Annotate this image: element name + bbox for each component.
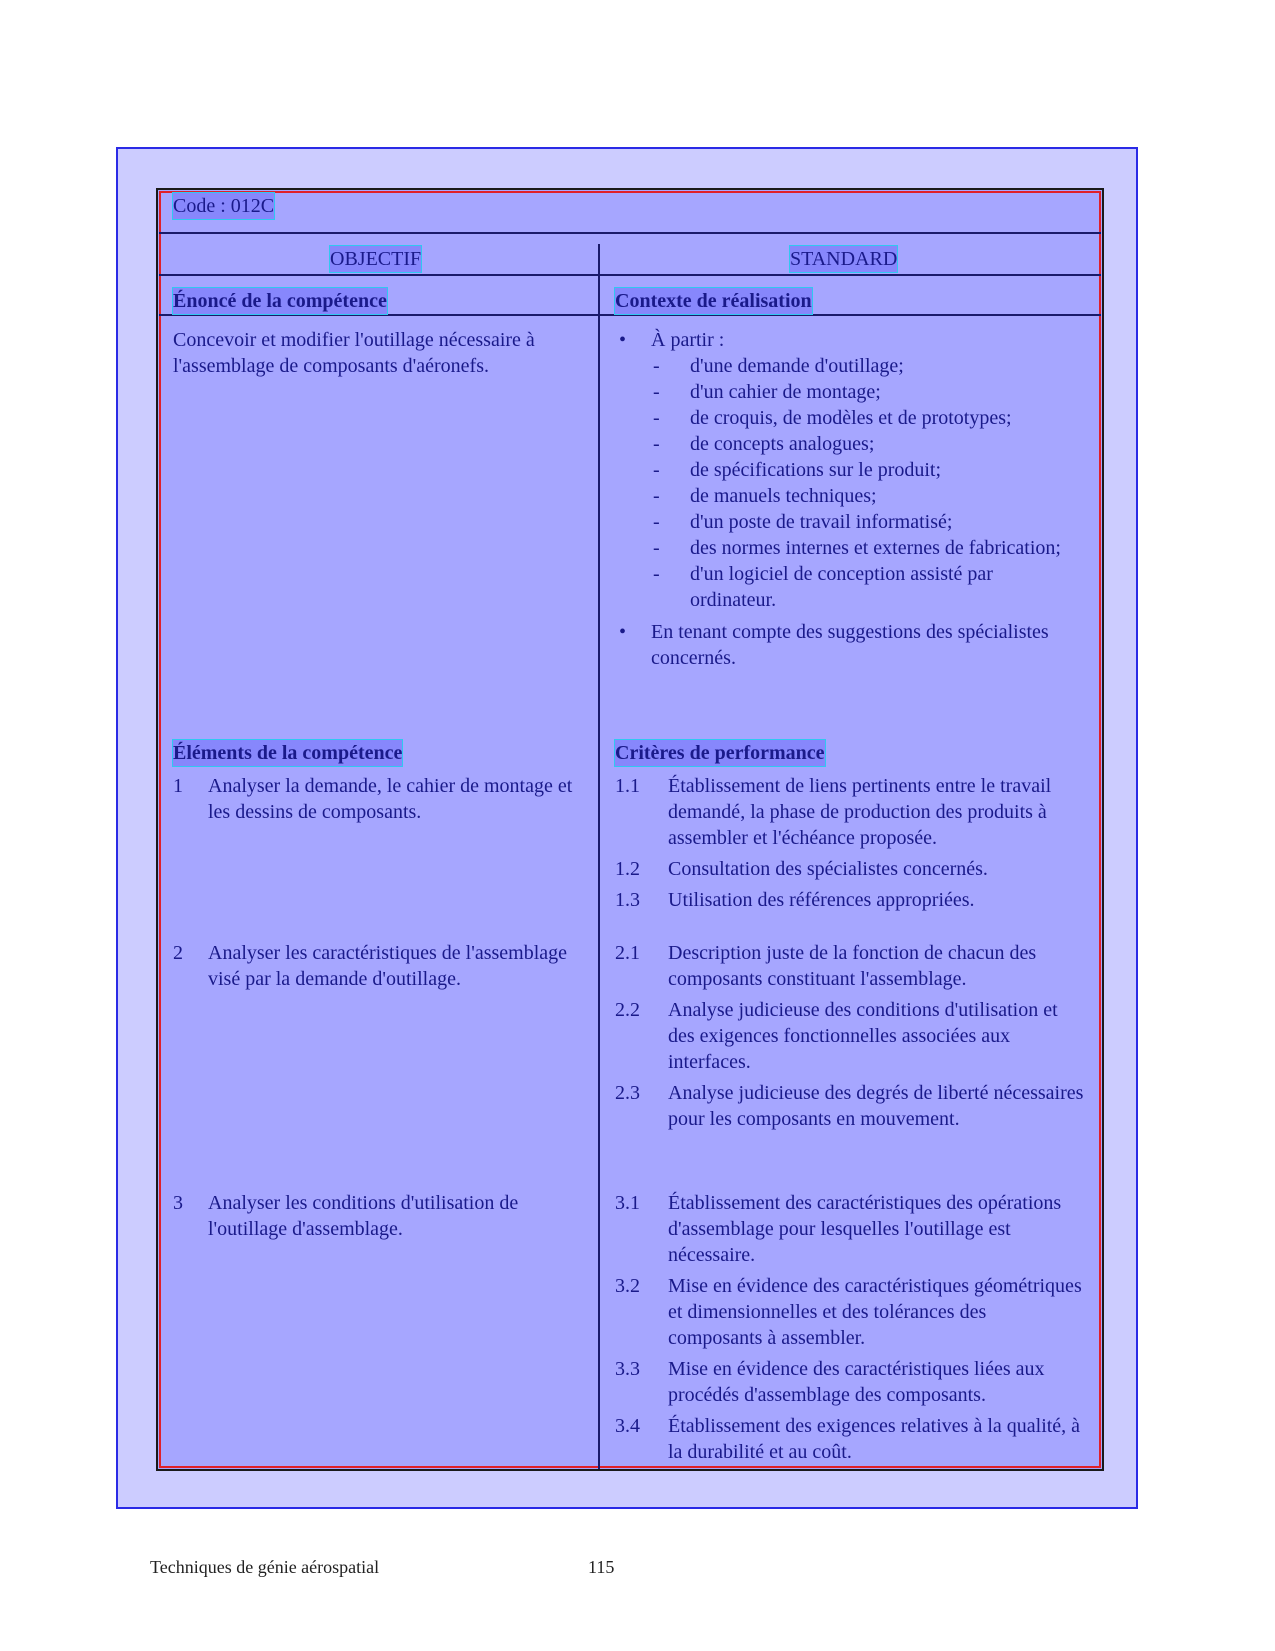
criterion: 2.1 Description juste de la fonction de chacun des composants constituant l'assemblage.: [615, 942, 1037, 990]
divider-code: [159, 232, 1101, 234]
enonce-title: Énoncé de la compétence: [173, 290, 387, 312]
objectif-heading: OBJECTIF: [330, 248, 422, 270]
column-divider: [598, 244, 600, 1469]
list-item: - de croquis, de modèles et de prototypes;: [653, 407, 1012, 429]
enonce-text: Concevoir et modifier l'outillage nécessaire à l'assemblage de composants d'aéronefs.: [173, 329, 535, 377]
bullet-icon: •: [619, 621, 627, 643]
criteres-title: Critères de performance: [615, 742, 825, 764]
bullet-icon: •: [619, 329, 627, 351]
criteria-group-3: [615, 1190, 1085, 1470]
list-item: - d'un logiciel de conception assisté par ordinateur.: [653, 563, 993, 611]
element-1: 1 Analyser la demande, le cahier de montage et les dessins de composants.: [173, 775, 573, 823]
contexte-list: [615, 327, 1075, 671]
element-2: 2 Analyser les caractéristiques de l'assemblage visé par la demande d'outillage.: [173, 942, 568, 990]
list-item: • En tenant compte des suggestions des spécialistes concernés.: [619, 621, 1049, 669]
criterion: 1.1 Établissement de liens pertinents entre le travail demandé, la phase de production des produits à assembler et l'échéance proposée.: [615, 775, 1052, 849]
footer-program: Techniques de génie aérospatial: [150, 1557, 380, 1577]
elements-title: Éléments de la compétence: [173, 742, 403, 764]
criterion: 1.2 Consultation des spécialistes concernés.: [615, 858, 988, 880]
criteria-group-2: [615, 940, 1085, 1137]
list-item: - de spécifications sur le produit;: [653, 459, 942, 481]
criterion: 2.3 Analyse judicieuse des degrés de liberté nécessaires pour les composants en mouvement.: [615, 1082, 1084, 1130]
list-item: - d'un cahier de montage;: [653, 381, 881, 403]
list-item: - de concepts analogues;: [653, 433, 875, 455]
competency-code: Code : 012C: [173, 195, 275, 217]
criterion: 3.1 Établissement des caractéristiques des opérations d'assemblage pour lesquelles l'outillage est nécessaire.: [615, 1192, 1062, 1266]
divider-enonce: [159, 314, 1101, 316]
criterion: 3.4 Établissement des exigences relatives à la qualité, à la durabilité et au coût.: [615, 1415, 1081, 1463]
criterion: 3.3 Mise en évidence des caractéristiques liées aux procédés d'assemblage des composants.: [615, 1358, 1045, 1406]
standard-heading: STANDARD: [790, 248, 898, 270]
element-3: 3 Analyser les conditions d'utilisation de l'outillage d'assemblage.: [173, 1192, 519, 1240]
list-item: • À partir :: [619, 329, 725, 351]
page-number: 115: [588, 1557, 615, 1577]
criterion: 3.2 Mise en évidence des caractéristiques géométriques et dimensionnelles et des tolérances des composants à assembler.: [615, 1275, 1082, 1349]
contexte-title: Contexte de réalisation: [615, 290, 812, 312]
criterion: 2.2 Analyse judicieuse des conditions d'utilisation et des exigences fonctionnelles associées aux interfaces.: [615, 999, 1058, 1073]
criteria-group-1: [615, 773, 1085, 918]
divider-headers: [159, 274, 1101, 276]
criterion: 1.3 Utilisation des références appropriées.: [615, 889, 975, 911]
list-item: - d'un poste de travail informatisé;: [653, 511, 953, 533]
list-item: - des normes internes et externes de fabrication;: [653, 537, 1061, 559]
list-item: - d'une demande d'outillage;: [653, 355, 904, 377]
list-item: - de manuels techniques;: [653, 485, 877, 507]
